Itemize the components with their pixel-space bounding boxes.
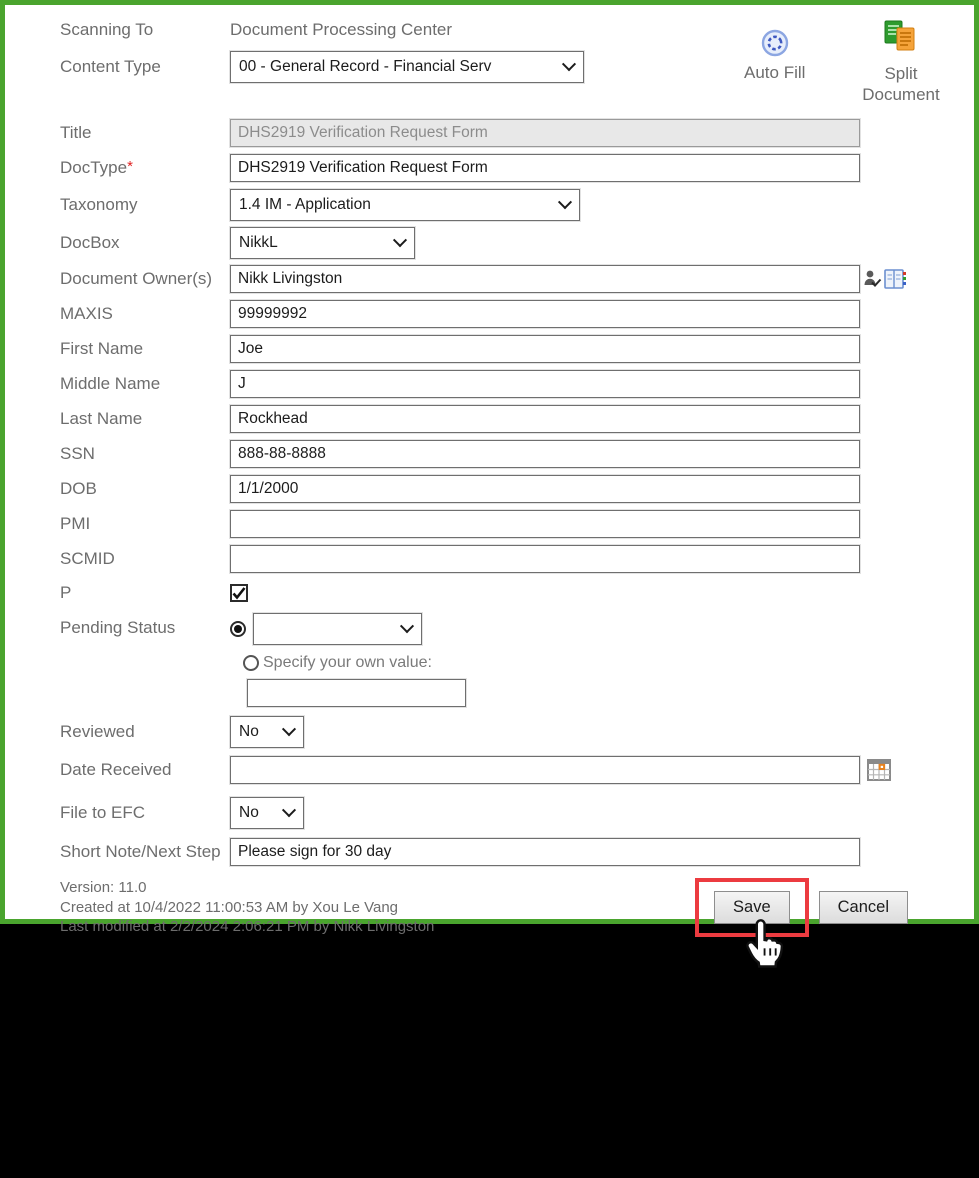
auto-fill-globe-icon — [760, 28, 790, 58]
dob-input[interactable] — [230, 475, 860, 503]
address-book-icon[interactable] — [884, 269, 906, 290]
split-document-icon — [881, 20, 921, 58]
reviewed-select[interactable] — [230, 716, 304, 748]
short-note-label: Short Note/Next Step — [60, 842, 221, 861]
title-label: Title — [60, 123, 92, 142]
scmid-input[interactable] — [230, 545, 860, 573]
maxis-input[interactable] — [230, 300, 860, 328]
chevron-down-icon — [562, 57, 576, 71]
file-to-efc-selected-value: No — [239, 804, 259, 821]
taxonomy-label: Taxonomy — [60, 195, 138, 214]
dob-label: DOB — [60, 479, 97, 498]
title-input — [230, 119, 860, 147]
first-name-input[interactable] — [230, 335, 860, 363]
taxonomy-selected-value: 1.4 IM - Application — [239, 196, 371, 213]
chevron-down-icon — [558, 195, 572, 209]
document-owners-label: Document Owner(s) — [60, 269, 213, 288]
auto-fill-button[interactable] — [744, 28, 805, 105]
short-note-input[interactable] — [230, 838, 860, 866]
middle-name-input[interactable] — [230, 370, 860, 398]
docbox-select[interactable] — [230, 227, 415, 259]
chevron-down-icon — [393, 233, 407, 247]
chevron-down-icon — [282, 722, 296, 736]
pending-status-choices-radio[interactable] — [230, 621, 246, 637]
scanning-to-label: Scanning To — [60, 20, 154, 39]
chevron-down-icon — [400, 619, 414, 633]
check-names-icon[interactable] — [863, 269, 882, 289]
auto-fill-label: Auto Fill — [744, 63, 806, 82]
doctype-label: DocType* — [60, 158, 133, 177]
hand-pointer-cursor-icon — [744, 918, 786, 970]
file-to-efc-select[interactable] — [230, 797, 304, 829]
calendar-icon[interactable] — [867, 759, 891, 781]
split-document-label: Split Document — [862, 64, 940, 104]
pending-status-specify-radio[interactable] — [243, 655, 259, 671]
scmid-label: SCMID — [60, 549, 115, 568]
save-button[interactable]: Save — [714, 891, 790, 924]
content-type-select[interactable] — [230, 51, 584, 83]
version-text: Version: 11.0 — [60, 879, 147, 896]
last-name-label: Last Name — [60, 409, 143, 428]
specify-own-value-label: Specify your own value: — [263, 654, 432, 671]
modified-text: Last modified at 2/2/2024 2:06:21 PM by Nikk Livingston — [60, 918, 435, 935]
document-owners-input[interactable] — [230, 265, 860, 293]
split-document-button[interactable] — [858, 20, 944, 105]
reviewed-label: Reviewed — [60, 722, 135, 741]
scanning-to-value: Document Processing Center — [230, 20, 453, 39]
pending-status-specify-input[interactable] — [247, 679, 466, 707]
checkmark-icon — [232, 587, 246, 600]
p-label: P — [60, 583, 72, 602]
form-footer — [5, 878, 974, 937]
middle-name-label: Middle Name — [60, 374, 161, 393]
pmi-label: PMI — [60, 514, 91, 533]
content-type-selected-value: 00 - General Record - Financial Serv — [239, 58, 492, 75]
cancel-button[interactable]: Cancel — [819, 891, 908, 924]
p-checkbox[interactable] — [230, 584, 248, 602]
doctype-input[interactable] — [230, 154, 860, 182]
pending-status-select[interactable] — [253, 613, 422, 645]
reviewed-selected-value: No — [239, 723, 259, 740]
date-received-label: Date Received — [60, 760, 172, 779]
content-type-label: Content Type — [60, 57, 161, 76]
pmi-input[interactable] — [230, 510, 860, 538]
pending-status-label: Pending Status — [60, 618, 176, 637]
created-text: Created at 10/4/2022 11:00:53 AM by Xou Le Vang — [60, 898, 399, 916]
scanning-header — [5, 18, 974, 105]
chevron-down-icon — [282, 803, 296, 817]
taxonomy-select[interactable] — [230, 189, 580, 221]
file-to-efc-label: File to EFC — [60, 803, 146, 822]
ssn-input[interactable] — [230, 440, 860, 468]
last-name-input[interactable] — [230, 405, 860, 433]
ssn-label: SSN — [60, 444, 95, 463]
docbox-selected-value: NikkL — [239, 234, 278, 251]
required-asterisk: * — [127, 158, 133, 175]
maxis-label: MAXIS — [60, 304, 113, 323]
date-received-input[interactable] — [230, 756, 860, 784]
docbox-label: DocBox — [60, 233, 120, 252]
first-name-label: First Name — [60, 339, 144, 358]
save-button-highlight-box — [695, 878, 809, 937]
